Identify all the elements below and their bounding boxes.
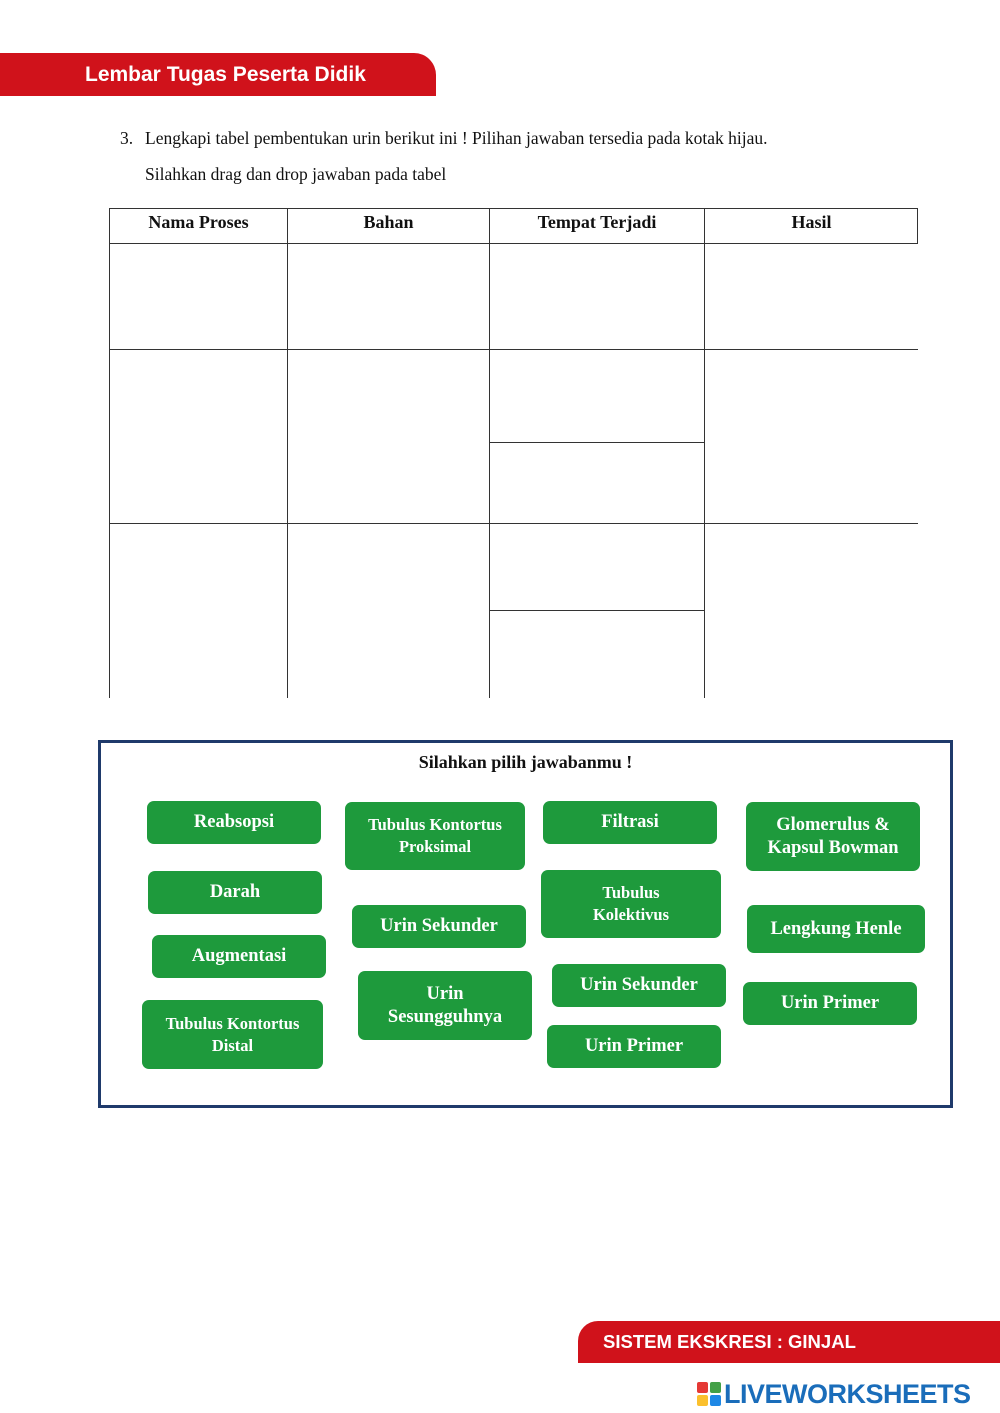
dropzone-row2-tempat-b[interactable] (490, 443, 705, 524)
instruction-number: 3. (120, 128, 134, 148)
chip-urin-sesungguhnya[interactable]: Urin Sesungguhnya (358, 971, 532, 1040)
dropzone-row2-hasil[interactable] (705, 350, 918, 524)
dropzone-row3-hasil[interactable] (705, 524, 918, 698)
urine-formation-table (109, 208, 918, 698)
chip-tubulus-kontortus-distal[interactable]: Tubulus Kontortus Distal (142, 1000, 323, 1069)
chip-reabsopsi[interactable]: Reabsopsi (147, 801, 321, 844)
chip-tubulus-kontortus-proksimal[interactable]: Tubulus Kontortus Proksimal (345, 802, 525, 870)
liveworksheets-icon (697, 1382, 721, 1406)
footer-title: SISTEM EKSKRESI : GINJAL (603, 1331, 856, 1352)
dropzone-row3-tempat-a[interactable] (490, 524, 705, 611)
dropzone-row1-hasil[interactable] (705, 244, 918, 350)
header-banner (0, 53, 436, 96)
dropzone-row2-tempat-a[interactable] (490, 350, 705, 443)
chip-augmentasi[interactable]: Augmentasi (152, 935, 326, 978)
dropzone-row2-bahan[interactable] (288, 350, 490, 524)
chip-filtrasi[interactable]: Filtrasi (543, 801, 717, 844)
footer-banner (578, 1321, 1000, 1363)
chip-tubulus-kolektivus[interactable]: Tubulus Kolektivus (541, 870, 721, 938)
instruction (120, 120, 768, 192)
answer-box-title: Silahkan pilih jawabanmu ! (418, 752, 633, 772)
chip-glomerulus-kapsul-bowman[interactable]: Glomerulus & Kapsul Bowman (746, 802, 920, 871)
liveworksheets-wordmark: LIVEWORKSHEETS (724, 1378, 971, 1409)
liveworksheets-logo (697, 1378, 971, 1410)
instruction-line-1: Lengkapi tabel pembentukan urin berikut ini ! Pilihan jawaban tersedia pada kotak hijau. (145, 128, 768, 148)
dropzone-row1-proses[interactable] (110, 244, 288, 350)
header-bahan: Bahan (288, 209, 490, 244)
chip-urin-sekunder-2[interactable]: Urin Sekunder (552, 964, 726, 1007)
header-nama-proses: Nama Proses (110, 209, 288, 244)
chip-lengkung-henle[interactable]: Lengkung Henle (747, 905, 925, 953)
chip-urin-primer-2[interactable]: Urin Primer (547, 1025, 721, 1068)
instruction-line-2: Silahkan drag dan drop jawaban pada tabel (145, 164, 447, 184)
dropzone-row1-tempat[interactable] (490, 244, 705, 350)
chip-darah[interactable]: Darah (148, 871, 322, 914)
answer-box (98, 740, 953, 1108)
dropzone-row2-proses[interactable] (110, 350, 288, 524)
header-title: Lembar Tugas Peserta Didik (85, 63, 366, 86)
dropzone-row3-bahan[interactable] (288, 524, 490, 698)
dropzone-row1-bahan[interactable] (288, 244, 490, 350)
dropzone-row3-tempat-b[interactable] (490, 611, 705, 698)
dropzone-row3-proses[interactable] (110, 524, 288, 698)
header-hasil: Hasil (705, 209, 918, 244)
chip-urin-sekunder-1[interactable]: Urin Sekunder (352, 905, 526, 948)
chip-urin-primer-1[interactable]: Urin Primer (743, 982, 917, 1025)
header-tempat-terjadi: Tempat Terjadi (490, 209, 705, 244)
